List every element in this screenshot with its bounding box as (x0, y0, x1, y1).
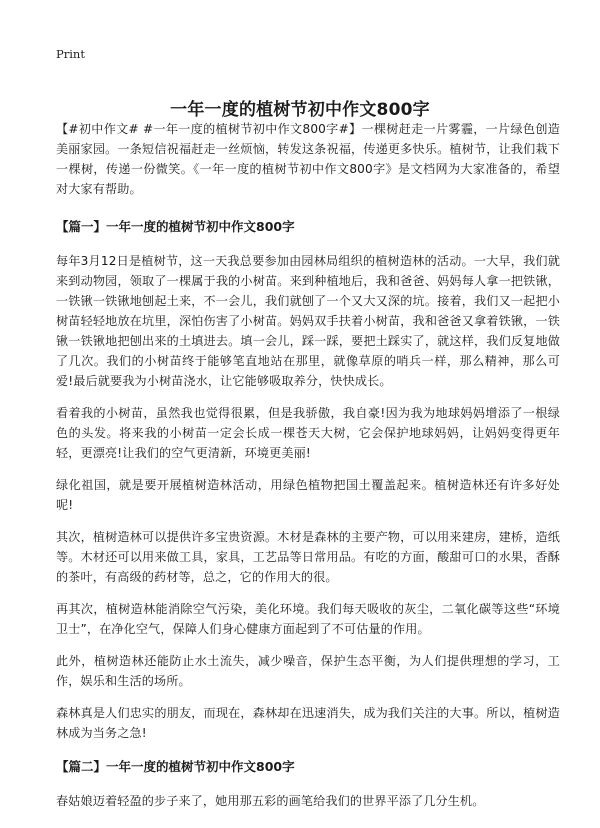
section-heading-2: 【篇二】一年一度的植树节初中作文800字 (56, 759, 295, 774)
section1-paragraph-7: 森林真是人们忠实的朋友，而现在，森林却在迅速消失，成为我们关注的大事。所以，植树造林成为当务之急! (56, 706, 560, 740)
section1-paragraph-6: 此外，植树造林还能防止水土流失，减少噪音，保护生态平衡，为人们提供理想的学习，工作，娱乐和生活的场所。 (56, 654, 560, 688)
print-link[interactable]: Print (56, 47, 85, 61)
section2-paragraph-1: 春姑娘迈着轻盈的步子来了，她用那五彩的画笔给我们的世界平添了几分生机。 (56, 794, 485, 808)
section1-paragraph-4: 其次，植树造林可以提供许多宝贵资源。木材是森林的主要产物，可以用来建房，建桥，造纸等。木材还可以用来做工具，家具，工艺品等日常用品。有吃的方面，酸甜可口的水果，香酥的茶叶，有高级的药材等，总之，它的作用大的很。 (56, 530, 560, 584)
section-heading-1: 【篇一】一年一度的植树节初中作文800字 (56, 219, 295, 234)
section1-paragraph-3: 绿化祖国，就是要开展植树造林活动，用绿色植物把国土覆盖起来。植树造林还有许多好处呢! (56, 478, 560, 512)
section1-paragraph-1: 每年3月12日是植树节，这一天我总要参加由园林局组织的植树造林的活动。一大早，我们就来到动物园，领取了一棵属于我的小树苗。来到种植地后，我和爸爸、妈妈每人拿一把铁锹，一铁锹一铁锹地刨起土来，不一会儿，我们就刨了一个又大又深的坑。接着，我们又一起把小树苗轻轻地放在坑里，深怕伤害了小树苗。妈妈双手扶着小树苗，我和爸爸又拿着铁锹，一铁锹一铁锹地把刨出来的土填进去。填一会儿，踩一踩，要把土踩实了，就这样，我们反复地做了几次。我们的小树苗终于能够笔直地站在那里，就像草原的哨兵一样，那么精神，那么可爱!最后就要我为小树苗浇水，让它能够吸取养分，快快成长。 (56, 254, 560, 388)
page-title: 一年一度的植树节初中作文800字 (170, 100, 430, 121)
section1-paragraph-2: 看着我的小树苗，虽然我也觉得很累，但是我骄傲，我自豪!因为我为地球妈妈增添了一根绿色的头发。将来我的小树苗一定会长成一棵苍天大树，它会保护地球妈妈，让妈妈变得更年轻，更漂亮!让我们的空气更清新，环境更美丽! (56, 406, 560, 460)
intro-paragraph: 【#初中作文# #一年一度的植树节初中作文800字#】一棵树赶走一片雾霾，一片绿色创造美丽家园。一条短信祝福赶走一丝烦恼，转发这条祝福，传递更多快乐。植树节，让我们栽下一棵树，传递一份微笑。《一年一度的植树节初中作文800字》是文档网为大家准备的，希望对大家有帮助。 (56, 122, 560, 196)
article-body (56, 119, 560, 823)
section1-paragraph-5: 再其次，植树造林能消除空气污染，美化环境。我们每天吸收的灰尘，二氧化碳等这些“环境卫士”，在净化空气，保障人们身心健康方面起到了不可估量的作用。 (56, 602, 560, 636)
